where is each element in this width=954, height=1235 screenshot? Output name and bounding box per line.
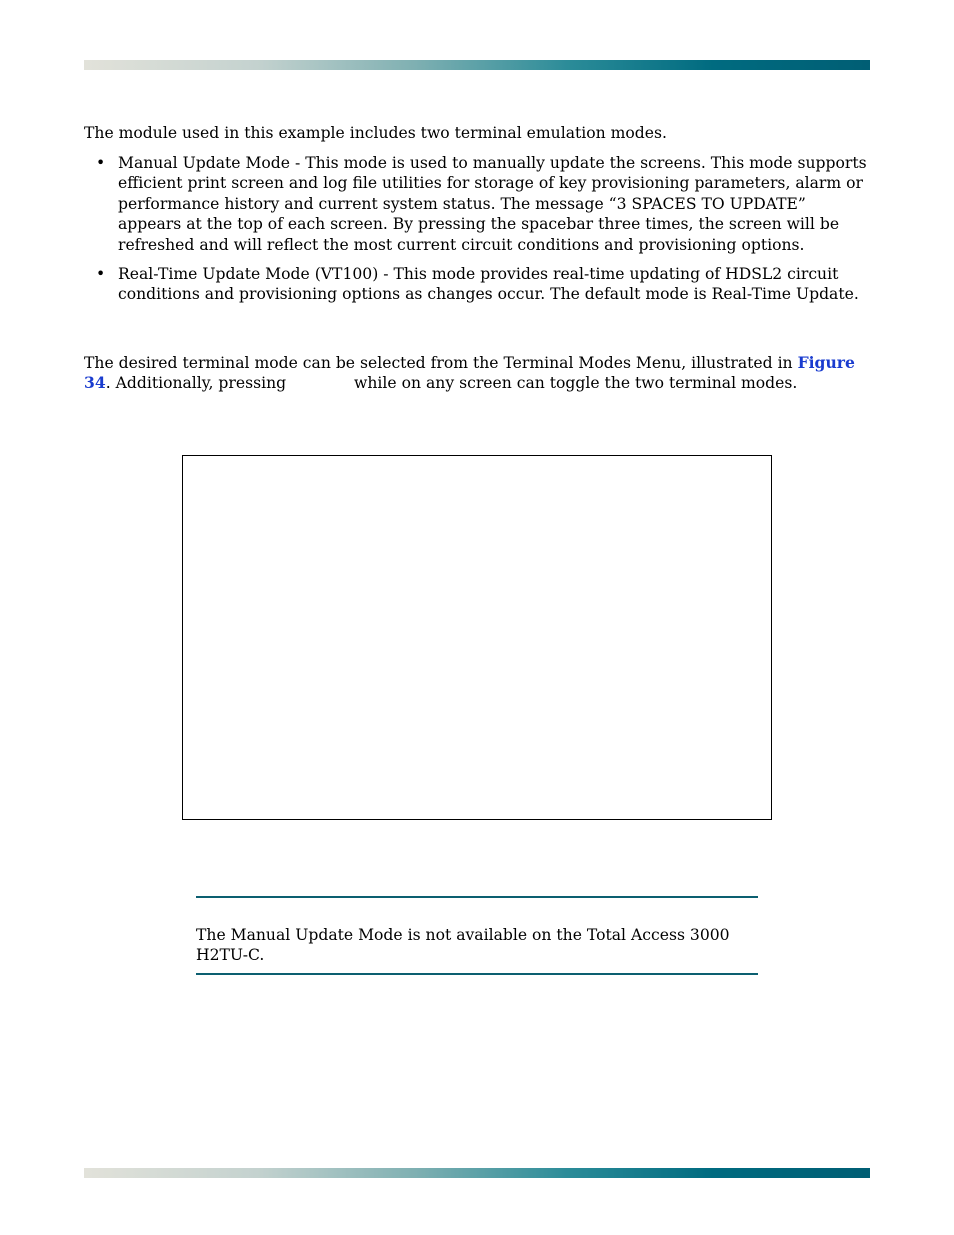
- paragraph-text: while on any screen can toggle the two terminal modes.: [349, 374, 798, 393]
- footer-gradient-bar: [84, 1168, 870, 1178]
- bullet-icon: •: [96, 265, 106, 284]
- intro-paragraph: The module used in this example includes two terminal emulation modes.: [84, 124, 667, 142]
- header-gradient-bar: [84, 60, 870, 70]
- figure-34-link[interactable]: Figure 34: [84, 353, 855, 393]
- note-top-rule: [196, 896, 758, 898]
- paragraph-text: The desired terminal mode can be selected from the Terminal Modes Menu, illustrated in: [84, 354, 798, 372]
- list-item-manual-update: [84, 153, 874, 255]
- mode-list: [84, 153, 874, 314]
- note-text: The Manual Update Mode is not available on the Total Access 3000 H2TU-C.: [196, 926, 730, 965]
- terminal-screen-figure: [182, 455, 772, 820]
- bullet-icon: •: [96, 154, 106, 172]
- note-bottom-rule: [196, 973, 758, 975]
- terminal-mode-paragraph: [84, 353, 874, 394]
- list-item-text: Real-Time Update Mode (VT100) - This mode provides real-time updating of HDSL2 circuit conditions and provisioning options as changes occur. The default mode is Real-Time Update.: [118, 265, 859, 304]
- list-item-text: Manual Update Mode - This mode is used to manually update the screens. This mode supports efficient print screen and log file utilities for storage of key provisioning parameters, alarm or performance history and current system status. The message “3 SPACES TO UPDATE” appears at the top of each screen. By pressing the spacebar three times, the screen will be refreshed and will reflect the most current circuit conditions and provisioning options.: [118, 154, 867, 254]
- list-item-real-time-update: [84, 264, 874, 305]
- paragraph-text: . Additionally, pressing: [105, 374, 292, 393]
